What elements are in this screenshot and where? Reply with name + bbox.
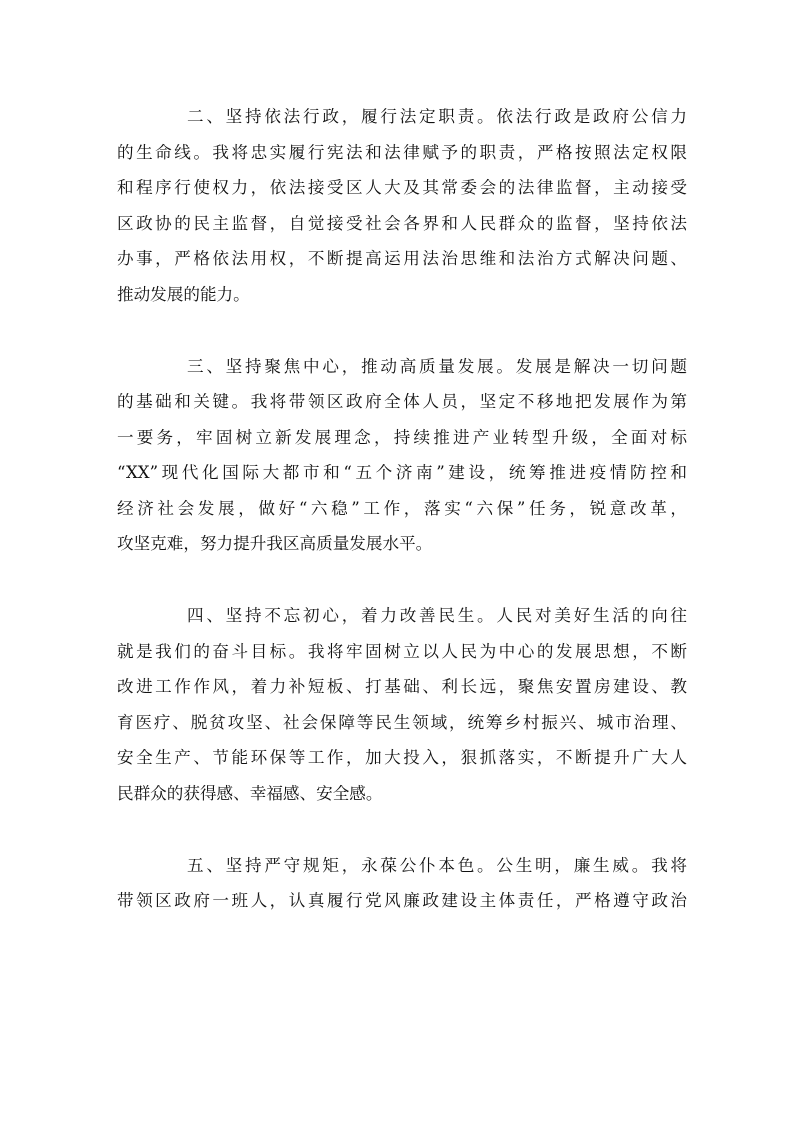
text-line: 民群众的获得感、幸福感、安全感。 xyxy=(117,783,383,803)
text-line: 经济社会发展，做好“六稳”工作，落实“六保”任务，锐意改革， xyxy=(117,498,687,518)
text-line: “XX”现代化国际大都市和“五个济南”建设，统筹推进疫情防控和 xyxy=(117,463,687,482)
text-line: 一要务，牢固树立新发展理念，持续推进产业转型升级，全面对标 xyxy=(117,427,687,447)
text-line: 的基础和关键。我将带领区政府全体人员，坚定不移地把发展作为第 xyxy=(117,392,687,411)
text-line: 办事，严格依法用权，不断提高运用法治思维和法治方式解决问题、 xyxy=(117,249,687,268)
text-line: 育医疗、脱贫攻坚、社会保障等民生领域，统筹乡村振兴、城市治理、 xyxy=(117,712,687,732)
text-line: 的生命线。我将忠实履行宪法和法律赋予的职责，严格按照法定权限 xyxy=(117,142,687,162)
text-line: 就是我们的奋斗目标。我将牢固树立以人民为中心的发展思想，不断 xyxy=(117,641,687,661)
text-line: 攻坚克难，努力提升我区高质量发展水平。 xyxy=(117,534,433,553)
text-line: 带领区政府一班人，认真履行党风廉政建设主体责任，严格遵守政治 xyxy=(117,891,687,910)
text-line: 区政协的民主监督，自觉接受社会各界和人民群众的监督，坚持依法 xyxy=(117,213,687,233)
text-line: 三、坚持聚焦中心，推动高质量发展。发展是解决一切问题 xyxy=(187,356,687,376)
paragraph-discipline xyxy=(117,848,687,919)
text-line: 推动发展的能力。 xyxy=(117,284,250,304)
paragraph-rule-of-law xyxy=(117,99,687,312)
text-line: 和程序行使权力，依法接受区人大及其常委会的法律监督，主动接受 xyxy=(117,178,687,197)
text-line: 二、坚持依法行政，履行法定职责。依法行政是政府公信力 xyxy=(187,107,687,126)
paragraph-livelihood xyxy=(117,598,687,811)
paragraph-development xyxy=(117,349,687,562)
text-line: 改进工作作风，着力补短板、打基础、利长远，聚焦安置房建设、教 xyxy=(117,677,687,696)
document-body xyxy=(117,99,687,955)
text-line: 四、坚持不忘初心，着力改善民生。人民对美好生活的向往 xyxy=(187,606,687,625)
text-line: 安全生产、节能环保等工作，加大投入，狠抓落实，不断提升广大人 xyxy=(117,748,687,767)
text-line: 五、坚持严守规矩，永葆公仆本色。公生明，廉生威。我将 xyxy=(187,855,687,875)
